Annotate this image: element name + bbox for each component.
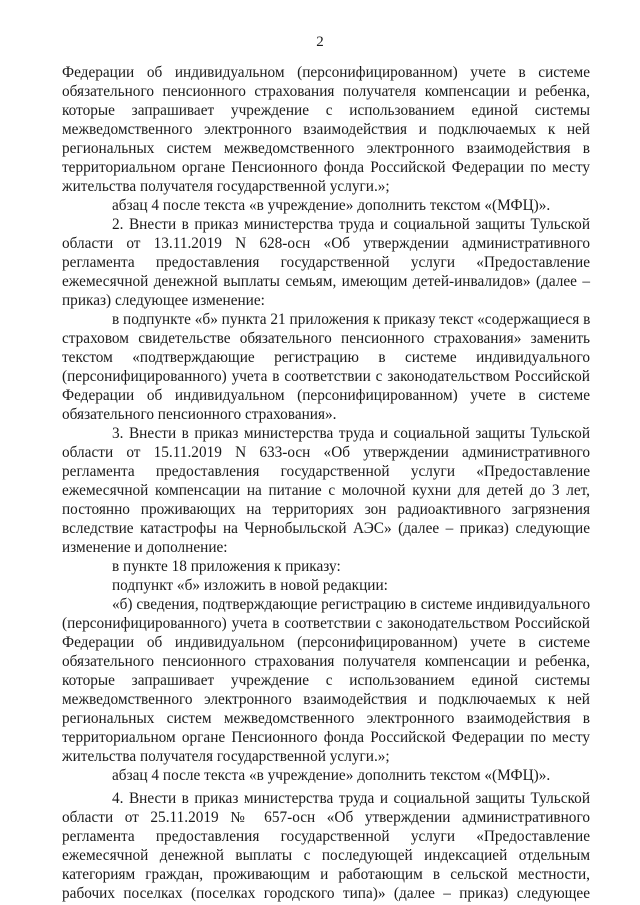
paragraph-item-3-subpoint xyxy=(62,576,590,595)
text-line: территориальном органе Пенсионного фонда Российской Федерации по месту xyxy=(62,729,590,746)
text-line: ежемесячной компенсации на питание с молочной кухни для детей до 3 лет, xyxy=(62,482,590,499)
text-line: изменение и дополнение: xyxy=(62,539,228,556)
text-line: ежемесячной денежной выплаты семьям, имеющим детей-инвалидов» (далее – xyxy=(62,273,590,290)
text-line: обязательного пенсионного страхования получателя компенсации и ребенка, xyxy=(62,83,590,100)
text-line: (персонифицированного) учета в соответствии с законодательством Российской xyxy=(62,615,590,632)
paragraph-amendment-mfc xyxy=(62,196,590,215)
text-line: Федерации об индивидуальном (персонифицированном) учете в системе xyxy=(62,64,590,81)
paragraph-new-wording xyxy=(62,595,590,766)
text-line: жительства получателя государственной услуги.»; xyxy=(62,178,390,195)
text-line: межведомственного электронного взаимодействия и подключаемых к ней xyxy=(62,121,590,138)
text-line: Федерации об индивидуальном (персонифицированном) учете в системе xyxy=(62,634,590,651)
text-line: ежемесячной денежной выплаты с последующей индексацией отдельным xyxy=(62,847,590,864)
paragraph-item-3-point-18 xyxy=(62,557,590,576)
text-line: региональных систем межведомственного электронного взаимодействия в xyxy=(62,140,590,157)
text-line: регламента предоставления государственной услуги «Предоставление xyxy=(62,463,590,480)
text-line: вследствие катастрофы на Чернобыльской АЭС» (далее – приказ) следующие xyxy=(62,520,590,537)
text-line: 4. Внести в приказ министерства труда и социальной защиты Тульской xyxy=(112,790,590,807)
text-line: в пункте 18 приложения к приказу: xyxy=(112,558,341,575)
text-line: которые запрашивает учреждение с использованием единой системы xyxy=(62,672,590,689)
text-line: текстом «подтверждающие регистрацию в системе индивидуального xyxy=(62,349,590,366)
text-line: подпункт «б» изложить в новой редакции: xyxy=(112,577,388,594)
text-line: (персонифицированного) учета в соответствии с законодательством Российской xyxy=(62,368,590,385)
text-line: территориальном органе Пенсионного фонда Российской Федерации по месту xyxy=(62,159,590,176)
text-line: области от 25.11.2019 № 657-осн «Об утверждении административного xyxy=(62,809,590,826)
text-line: региональных систем межведомственного электронного взаимодействия в xyxy=(62,710,590,727)
text-line: обязательного пенсионного страхования получателя компенсации и ребенка, xyxy=(62,653,590,670)
text-line: межведомственного электронного взаимодействия и подключаемых к ней xyxy=(62,691,590,708)
paragraph-item-3 xyxy=(62,424,590,557)
text-line: приказ) следующее изменение: xyxy=(62,292,265,309)
text-line: регламента предоставления государственной услуги «Предоставление xyxy=(62,828,590,845)
text-line: жительства получателя государственной услуги.»; xyxy=(62,748,390,765)
text-line: Федерации об индивидуальном (персонифицированном) учете в системе xyxy=(62,387,590,404)
paragraph-item-2-change xyxy=(62,310,590,424)
text-line: в подпункте «б» пункта 21 приложения к приказу текст «содержащиеся в xyxy=(112,311,591,328)
text-line: абзац 4 после текста «в учреждение» дополнить текстом «(МФЦ)». xyxy=(112,767,551,784)
paragraph-item-2 xyxy=(62,215,590,310)
text-line: страховом свидетельстве обязательного пенсионного страхования» заменить xyxy=(62,330,590,347)
text-line: постоянно проживающих на территориях зон радиоактивного загрязнения xyxy=(62,501,590,518)
text-line: регламента предоставления государственной услуги «Предоставление xyxy=(62,254,590,271)
text-line: области от 15.11.2019 N 633-осн «Об утверждении административного xyxy=(62,444,590,461)
text-line: области от 13.11.2019 N 628-осн «Об утверждении административного xyxy=(62,235,590,252)
text-line: рабочих поселках (поселках городского типа)» (далее – приказ) следующее xyxy=(62,885,590,902)
document-body xyxy=(62,63,590,903)
paragraph-item-4 xyxy=(62,789,590,903)
text-line: 2. Внести в приказ министерства труда и социальной защиты Тульской xyxy=(112,216,590,233)
text-line: которые запрашивает учреждение с использованием единой системы xyxy=(62,102,590,119)
page-number: 2 xyxy=(316,34,324,50)
text-line: категориям граждан, проживающим и работающим в сельской местности, xyxy=(62,866,590,883)
text-line: обязательного пенсионного страхования». xyxy=(62,406,337,423)
text-line: абзац 4 после текста «в учреждение» дополнить текстом «(МФЦ)». xyxy=(112,197,551,214)
paragraph-continuation xyxy=(62,63,590,196)
paragraph-amendment-mfc-2 xyxy=(62,766,590,785)
text-line: «б) сведения, подтверждающие регистрацию в системе индивидуального xyxy=(112,596,591,613)
text-line: 3. Внести в приказ министерства труда и социальной защиты Тульской xyxy=(112,425,590,442)
